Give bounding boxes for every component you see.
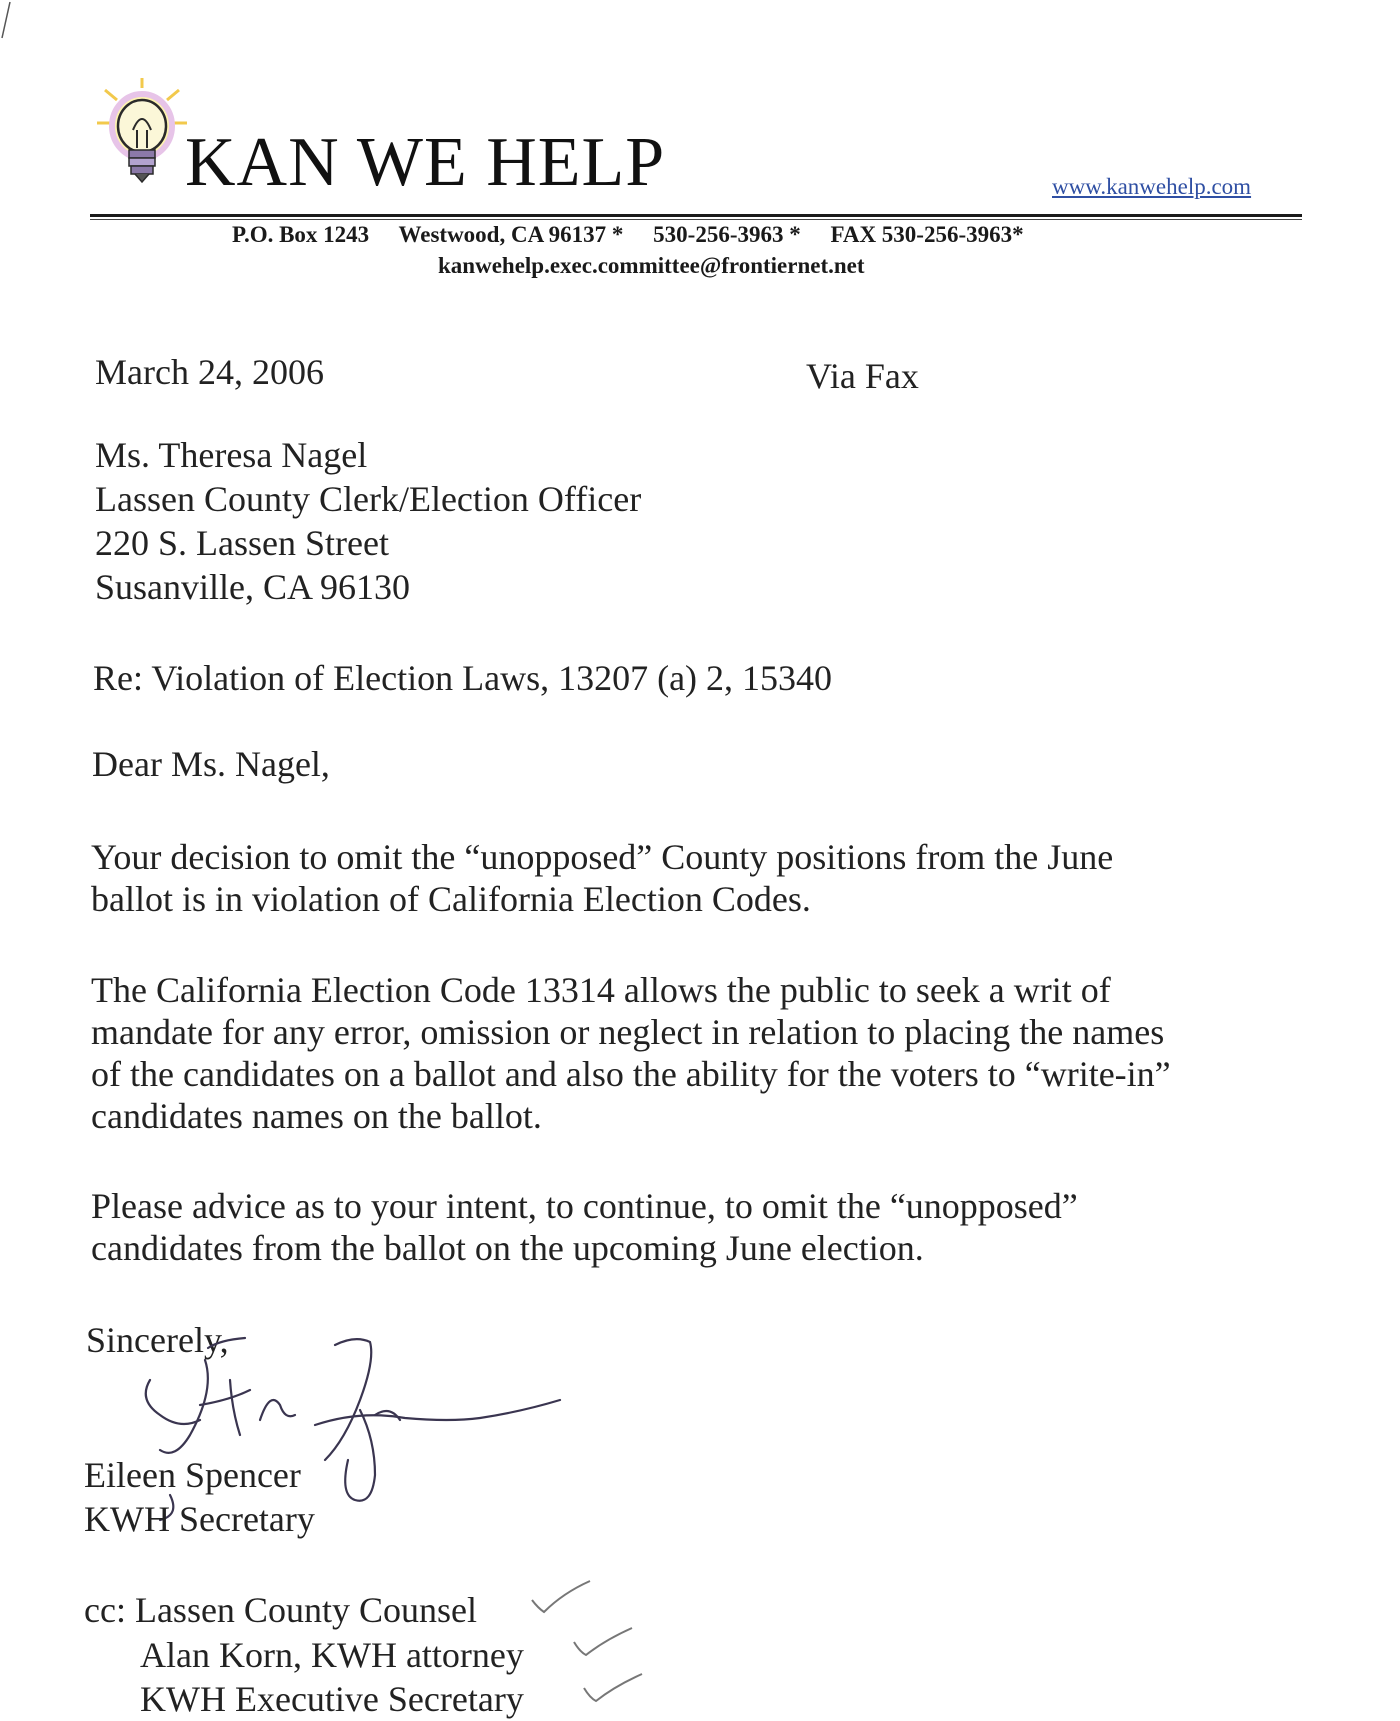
- lightbulb-icon: [95, 78, 190, 193]
- organization-name: KAN WE HELP: [185, 124, 666, 201]
- letterhead-divider-thin: [90, 219, 1302, 220]
- cc-line: Alan Korn, KWH attorney: [140, 1635, 524, 1675]
- paragraph-line: mandate for any error, omission or neglect in relation to placing the names: [91, 1012, 1165, 1052]
- paragraph-line: Your decision to omit the “unopposed” County positions from the June: [91, 837, 1114, 877]
- subject-line: Re: Violation of Election Laws, 13207 (a) 2, 15340: [93, 658, 833, 698]
- recipient-address: [95, 433, 641, 609]
- cc-line: KWH Executive Secretary: [140, 1679, 524, 1719]
- contact-line: [232, 222, 1024, 248]
- checkmark-icon: [528, 1578, 598, 1618]
- fax: FAX 530-256-3963*: [830, 222, 1024, 247]
- paragraph-line: candidates names on the ballot.: [91, 1096, 542, 1136]
- recipient-city: Susanville, CA 96130: [95, 567, 411, 607]
- signer-title: KWH Secretary: [84, 1499, 315, 1539]
- paragraph-line: The California Election Code 13314 allows the public to seek a writ of: [91, 970, 1111, 1010]
- recipient-street: 220 S. Lassen Street: [95, 523, 389, 563]
- closing: Sincerely,: [86, 1320, 229, 1360]
- paragraph: [91, 1184, 1291, 1268]
- paragraph-line: Please advice as to your intent, to continue, to omit the “unopposed”: [91, 1186, 1078, 1226]
- letterhead-divider: [90, 214, 1302, 217]
- cc-line: cc: Lassen County Counsel: [84, 1590, 477, 1630]
- signer-name: Eileen Spencer: [84, 1455, 301, 1495]
- email-address: kanwehelp.exec.committee@frontiernet.net: [438, 253, 865, 278]
- checkmark-icon: [570, 1622, 640, 1662]
- salutation: Dear Ms. Nagel,: [92, 744, 330, 784]
- recipient-title: Lassen County Clerk/Election Officer: [95, 479, 642, 519]
- po-box: P.O. Box 1243: [232, 222, 370, 247]
- city-state-zip: Westwood, CA 96137 *: [398, 222, 624, 247]
- scan-edge-mark: [0, 0, 14, 40]
- checkmark-icon: [580, 1668, 650, 1708]
- paragraph: [91, 835, 1291, 919]
- paragraph: [91, 968, 1291, 1136]
- paragraph-line: of the candidates on a ballot and also the ability for the voters to “write-in”: [91, 1054, 1171, 1094]
- letter-date: March 24, 2006: [95, 352, 324, 392]
- paragraph-line: ballot is in violation of California Election Codes.: [91, 879, 811, 919]
- website-link[interactable]: www.kanwehelp.com: [1052, 174, 1252, 199]
- phone: 530-256-3963 *: [653, 222, 801, 247]
- delivery-method: Via Fax: [806, 356, 919, 396]
- recipient-name: Ms. Theresa Nagel: [95, 435, 368, 475]
- paragraph-line: candidates from the ballot on the upcoming June election.: [91, 1228, 924, 1268]
